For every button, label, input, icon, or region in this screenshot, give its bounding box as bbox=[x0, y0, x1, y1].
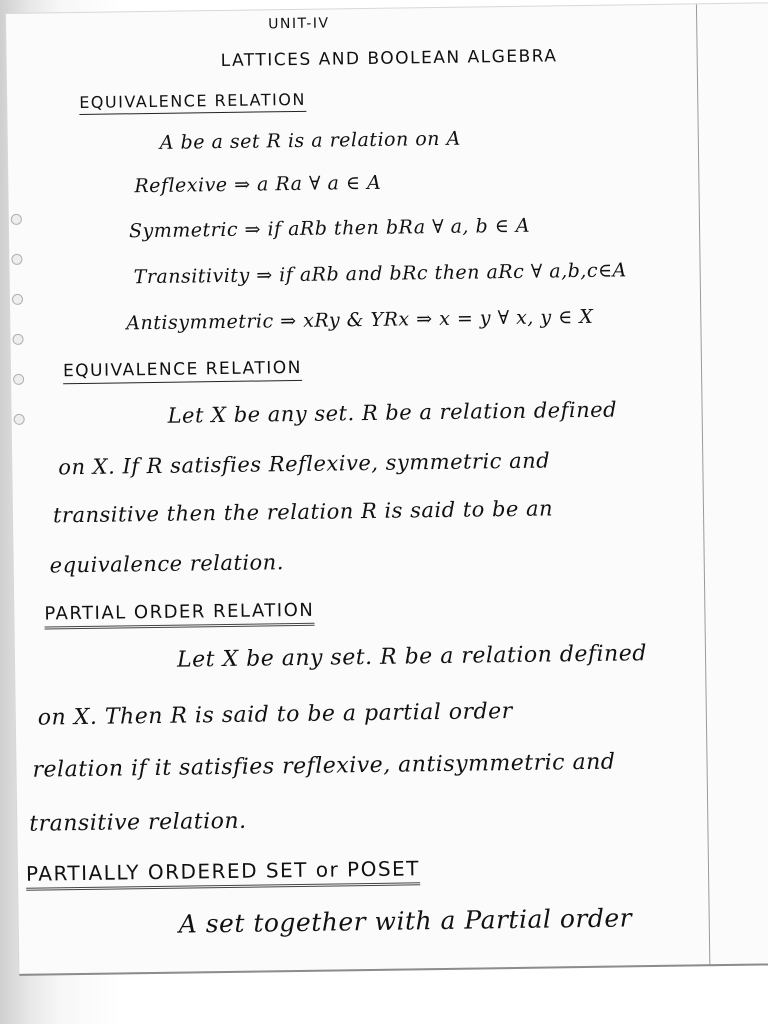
text-line: transitive relation. bbox=[29, 808, 247, 837]
text-line: Reflexive ⇒ a Ra ∀ a ∈ A bbox=[134, 171, 382, 198]
text-line: transitive then the relation R is said to be an bbox=[52, 496, 554, 528]
binder-hole bbox=[11, 254, 22, 265]
section-heading-poset: PARTIALLY ORDERED SET or POSET bbox=[26, 856, 420, 890]
binder-hole bbox=[12, 334, 23, 345]
text-line: A be a set R is a relation on A bbox=[159, 127, 461, 154]
page-edge bbox=[19, 963, 768, 976]
notebook-page bbox=[6, 3, 768, 974]
text-line: relation if it satisfies reflexive, antisymmetric and bbox=[32, 749, 616, 783]
text-line: on X. Then R is said to be a partial order bbox=[37, 698, 513, 731]
page-title: LATTICES AND BOOLEAN ALGEBRA bbox=[220, 46, 558, 72]
text-line: Let X be any set. R be a relation defined bbox=[176, 641, 648, 673]
text-line: Transitivity ⇒ if aRb and bRc then aRc ∀ a,b,c∈A bbox=[133, 259, 627, 289]
binder-hole bbox=[13, 374, 24, 385]
section-heading-equivalence-1: EQUIVALENCE RELATION bbox=[79, 90, 306, 115]
binder-holes bbox=[11, 214, 29, 514]
section-heading-partial-order: PARTIAL ORDER RELATION bbox=[44, 600, 314, 630]
text-line: A set together with a Partial order bbox=[178, 903, 633, 939]
margin-line bbox=[696, 4, 710, 964]
text-line: Symmetric ⇒ if aRb then bRa ∀ a, b ∈ A bbox=[128, 214, 531, 243]
text-line: equivalence relation. bbox=[49, 550, 285, 578]
text-line: Antisymmetric ⇒ xRy & YRx ⇒ x = y ∀ x, y ∈ X bbox=[126, 305, 594, 335]
section-heading-equivalence-2: EQUIVALENCE RELATION bbox=[63, 358, 302, 384]
binder-hole bbox=[14, 414, 25, 425]
text-line: Let X be any set. R be a relation defined bbox=[167, 397, 618, 428]
binder-hole bbox=[11, 214, 22, 225]
binder-hole bbox=[12, 294, 23, 305]
unit-label: UNIT-IV bbox=[268, 15, 330, 33]
text-line: on X. If R satisfies Reflexive, symmetric and bbox=[58, 448, 551, 480]
